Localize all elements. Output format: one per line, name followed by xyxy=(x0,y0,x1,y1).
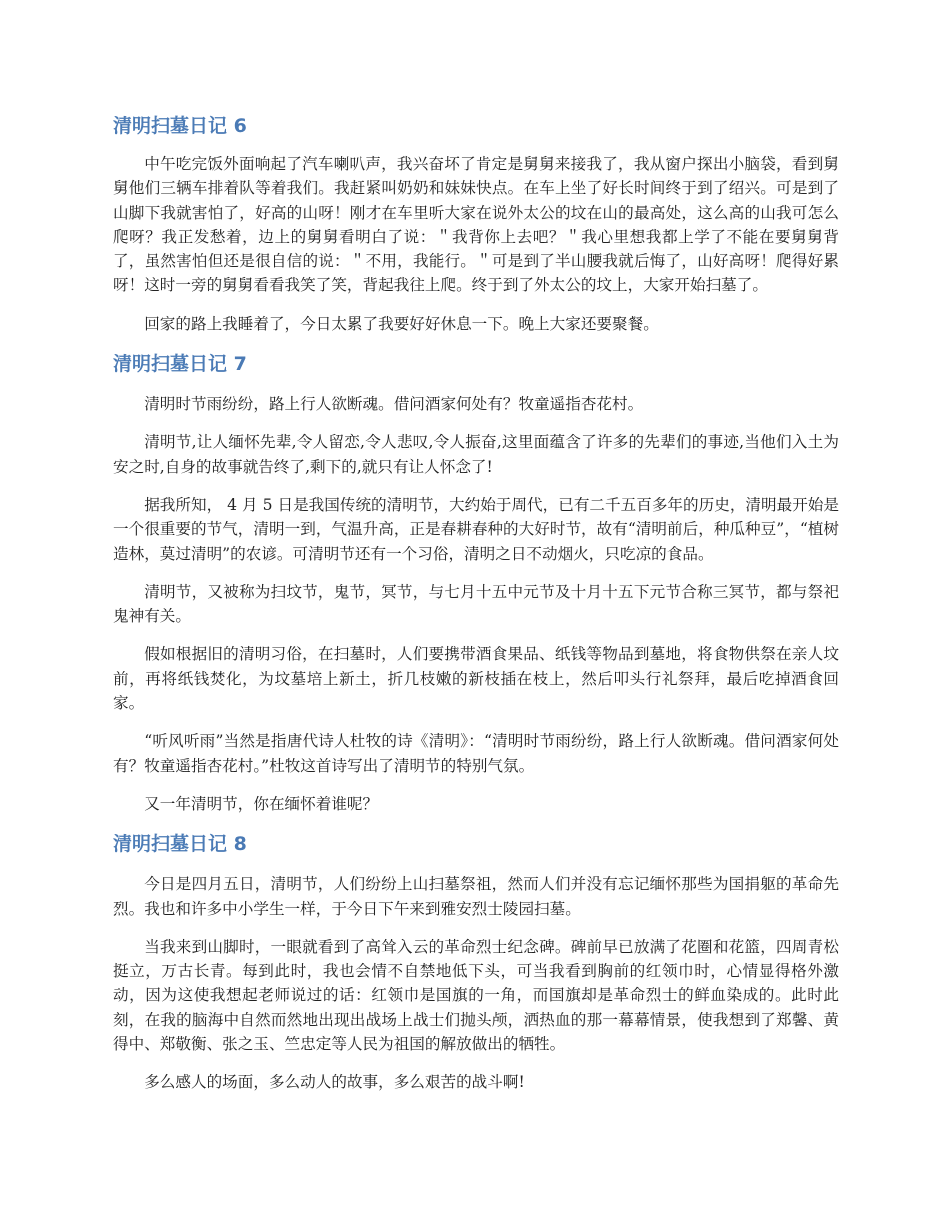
paragraph: 据我所知， 4 月 5 日是我国传统的清明节，大约始于周代，已有二千五百多年的历史，清明最开始是一个很重要的节气，清明一到，气温升高，正是春耕春种的大好时节，故有“清明前后，种瓜种豆”，“植树造林，莫过清明”的农谚。可清明节还有一个习俗，清明之日不动烟火，只吃凉的食品。 xyxy=(113,495,839,563)
diary-section-7 xyxy=(113,350,839,816)
paragraph: 回家的路上我睡着了，今日太累了我要好好休息一下。晚上大家还要聚餐。 xyxy=(144,314,659,333)
paragraph: 假如根据旧的清明习俗，在扫墓时，人们要携带酒食果品、纸钱等物品到墓地，将食物供祭在亲人坟前，再将纸钱焚化，为坟墓培上新土，折几枝嫩的新枝插在枝上，然后叩头行礼祭拜，最后吃掉酒食回家。 xyxy=(113,645,839,713)
diary-section-8 xyxy=(113,830,839,1094)
paragraph: 清明时节雨纷纷，路上行人欲断魂。借问酒家何处有？牧童遥指杏花村。 xyxy=(144,395,644,414)
paragraph: 多么感人的场面，多么动人的故事，多么艰苦的战斗啊! xyxy=(144,1073,525,1092)
paragraph: 清明节,让人缅怀先辈,令人留恋,令人悲叹,令人振奋,这里面蕴含了许多的先辈们的事迹,当他们入土为安之时,自身的故事就告终了,剩下的,就只有让人怀念了! xyxy=(113,433,839,476)
paragraph: 中午吃完饭外面响起了汽车喇叭声，我兴奋坏了肯定是舅舅来接我了，我从窗户探出小脑袋，看到舅舅他们三辆车排着队等着我们。我赶紧叫奶奶和妹妹快点。在车上坐了好长时间终于到了绍兴。可是到了山脚下我就害怕了，好高的山呀！刚才在车里听大家在说外太公的坟在山的最高处，这么高的山我可怎么爬呀？我正发愁着，边上的舅舅看明白了说：＂我背你上去吧？＂我心里想我都上学了不能在要舅舅背了，虽然害怕但还是很自信的说：＂不用，我能行。＂可是到了半山腰我就后悔了，山好高呀！爬得好累呀！这时一旁的舅舅看看我笑了笑，背起我往上爬。终于到了外太公的坟上，大家开始扫墓了。 xyxy=(113,155,839,295)
paragraph: 清明节，又被称为扫坟节，鬼节，冥节，与七月十五中元节及十月十五下元节合称三冥节，都与祭祀鬼神有关。 xyxy=(113,582,839,626)
paragraph: 又一年清明节，你在缅怀着谁呢？ xyxy=(144,794,379,813)
document-body xyxy=(113,112,839,1109)
paragraph: “听风听雨”当然是指唐代诗人杜牧的诗《清明》：“清明时节雨纷纷，路上行人欲断魂。借问酒家何处有？牧童遥指杏花村。”杜牧这首诗写出了清明节的特别气氛。 xyxy=(113,732,839,775)
section-title: 清明扫墓日记 7 xyxy=(113,353,247,376)
section-title: 清明扫墓日记 8 xyxy=(113,833,247,856)
paragraph: 当我来到山脚时，一眼就看到了高耸入云的革命烈士纪念碑。碑前早已放满了花圈和花篮，四周青松挺立，万古长青。每到此时，我也会情不自禁地低下头，可当我看到胸前的红领巾时，心情显得格外激动，因为这使我想起老师说过的话：红领巾是国旗的一角，而国旗却是革命烈士的鲜血染成的。此时此刻，在我的脑海中自然而然地出现出战场上战士们抛头颅，洒热血的那一幕幕情景，使我想到了郑馨、黄得中、郑敬衡、张之玉、竺忠定等人民为祖国的解放做出的牺牲。 xyxy=(113,937,839,1054)
paragraph: 今日是四月五日，清明节，人们纷纷上山扫墓祭祖，然而人们并没有忘记缅怀那些为国捐躯的革命先烈。我也和许多中小学生一样，于今日下午来到雅安烈士陵园扫墓。 xyxy=(113,875,839,918)
section-title: 清明扫墓日记 6 xyxy=(113,115,247,137)
diary-section-6 xyxy=(113,112,839,336)
